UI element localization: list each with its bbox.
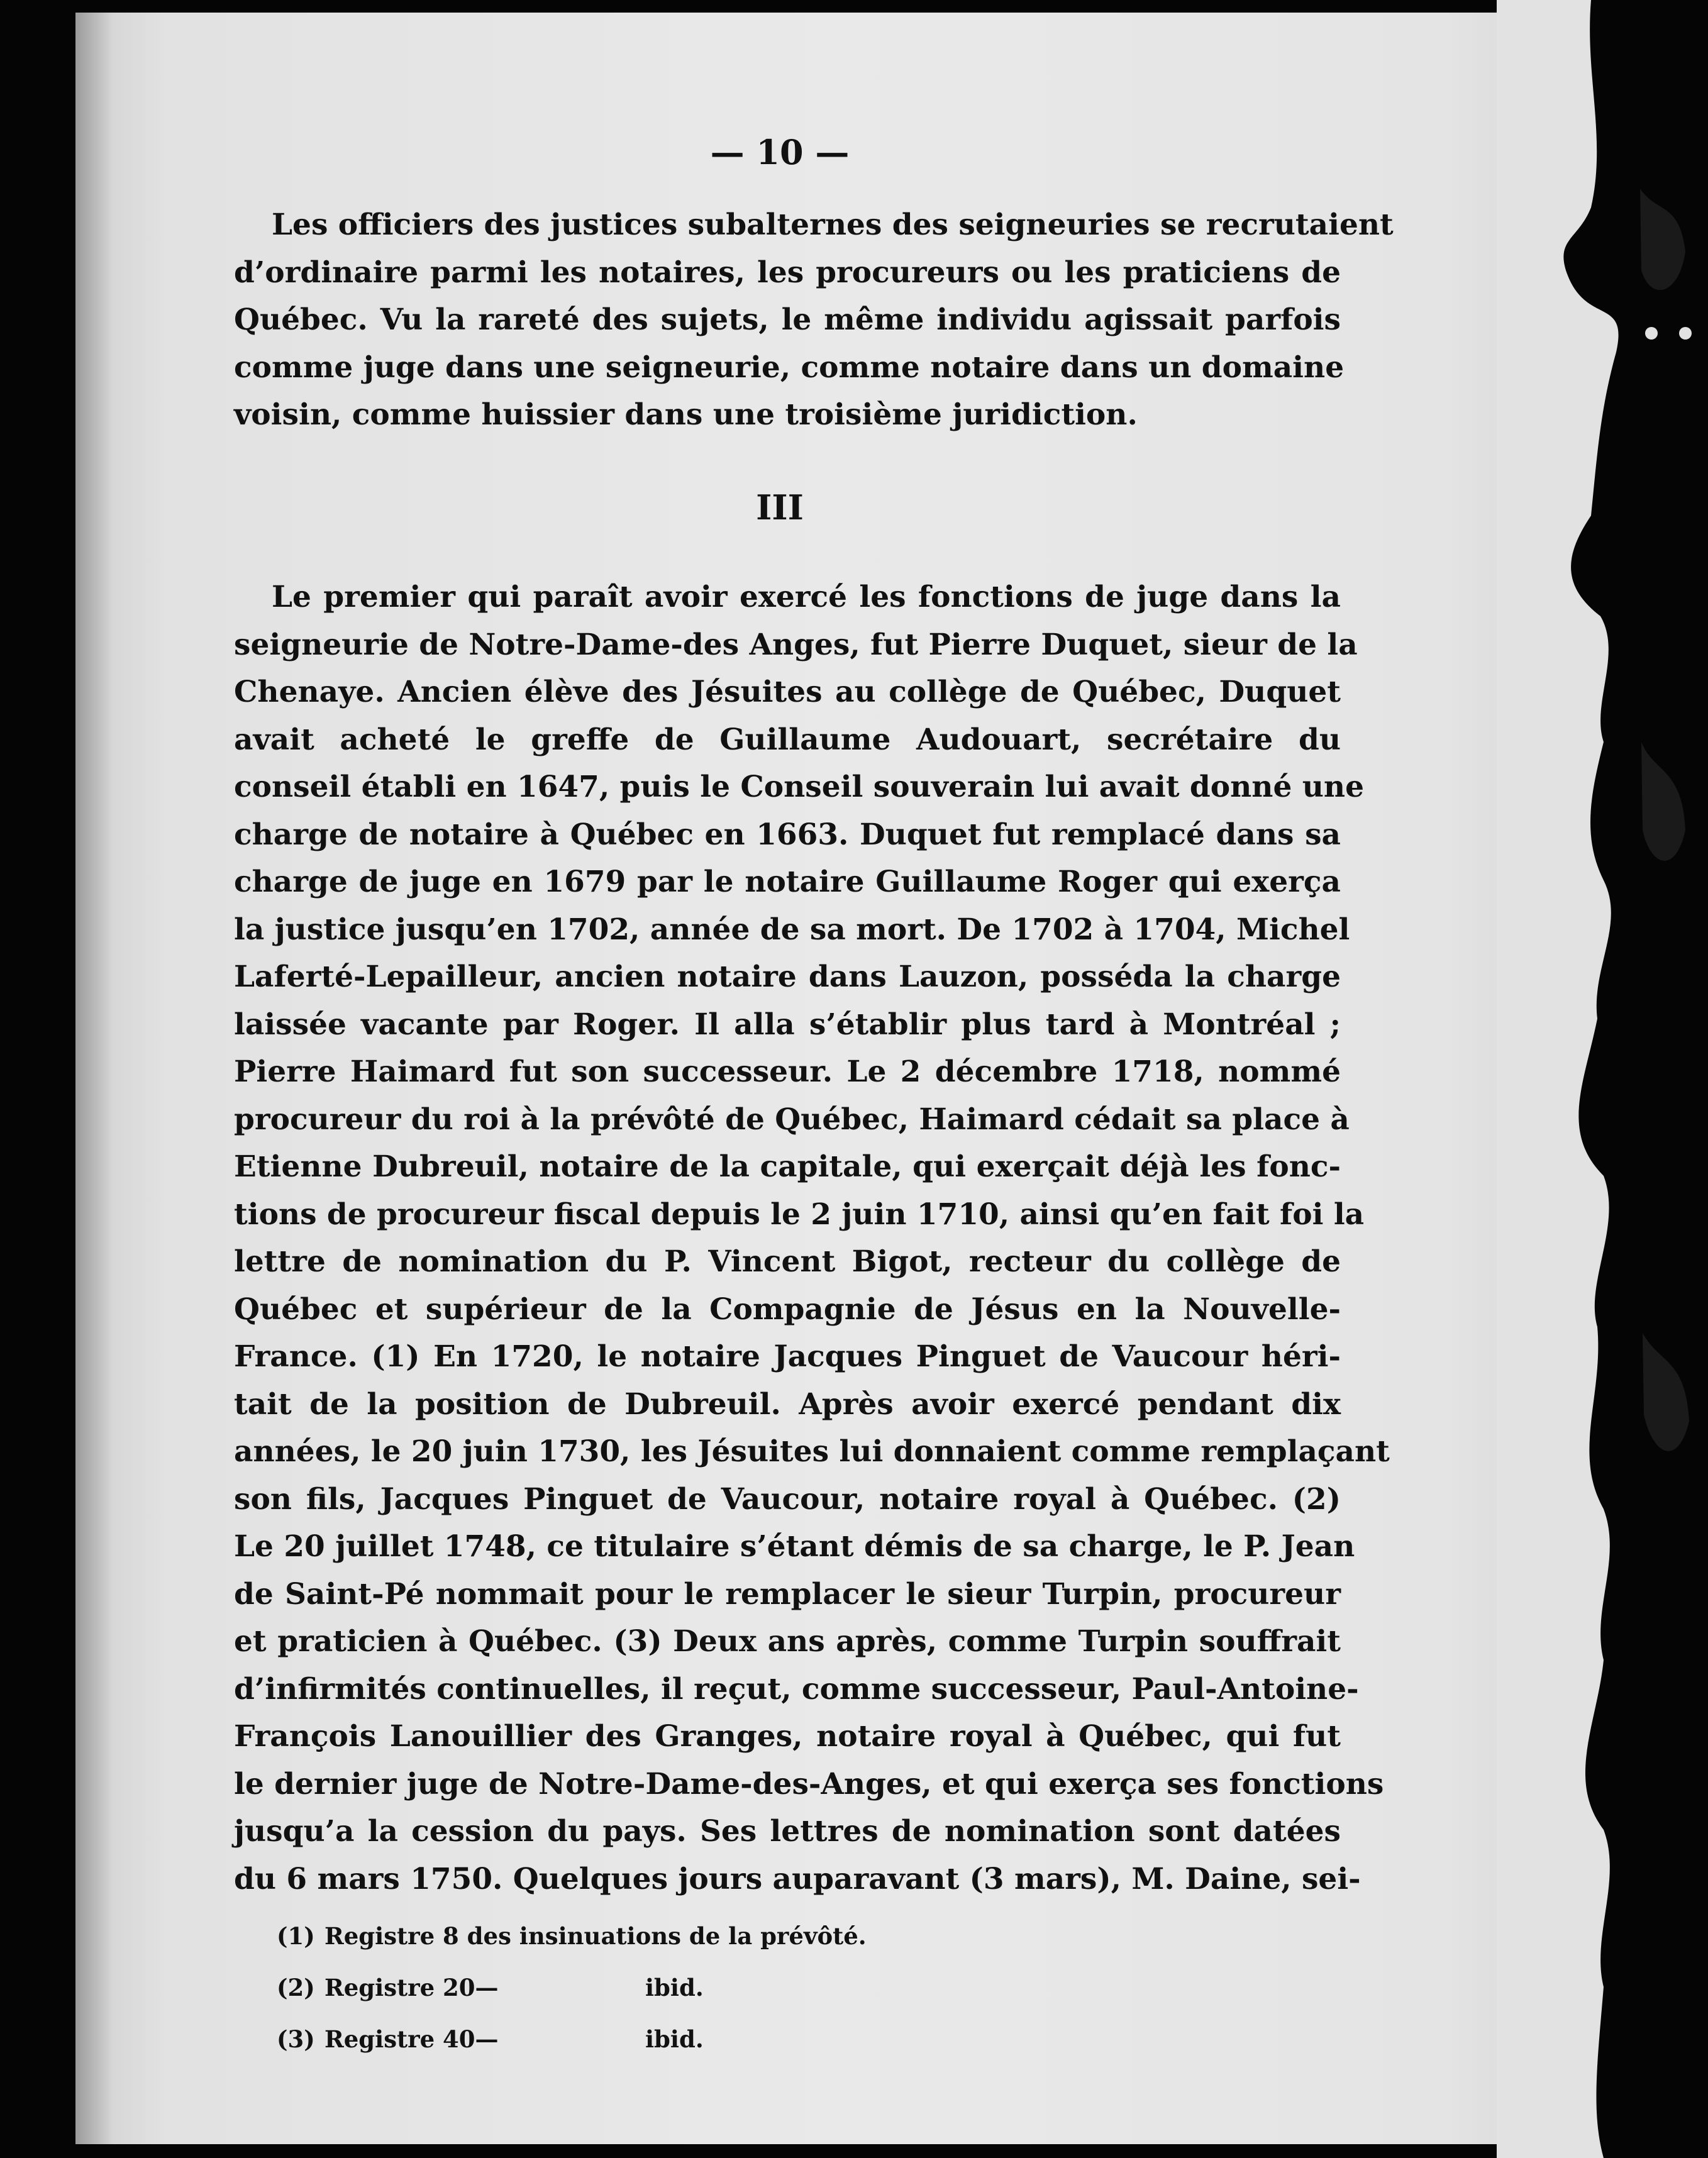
text-line: d’ordinaire parmi les notaires, les procureurs ou les praticiens de (234, 255, 1341, 290)
text-line: comme juge dans une seigneurie, comme notaire dans un domaine (234, 350, 1345, 385)
text-line: Pierre Haimard fut son successeur. Le 2 décembre 1718, nommé (234, 1054, 1341, 1089)
footnote-text: Registre 20— (324, 1974, 499, 2001)
text-line: tait de la position de Dubreuil. Après avoir exercé pendant dix (234, 1386, 1341, 1422)
footnote (277, 1910, 867, 1962)
text-line: François Lanouillier des Granges, notaire royal à Québec, qui fut (234, 1719, 1341, 1754)
text-line: laissée vacante par Roger. Il alla s’établir plus tard à Montréal ; (234, 1007, 1341, 1042)
footnote-mark: (1) (277, 1922, 315, 1950)
text-line: de Saint-Pé nommait pour le remplacer le sieur Turpin, procureur (234, 1576, 1341, 1612)
text-line: charge de notaire à Québec en 1663. Duquet fut remplacé dans sa (234, 817, 1341, 852)
text-line: années, le 20 juin 1730, les Jésuites lui donnaient comme remplaçant (234, 1434, 1390, 1469)
text-line: Québec et supérieur de la Compagnie de Jésus en la Nouvelle- (234, 1292, 1341, 1327)
text-line: Le 20 juillet 1748, ce titulaire s’étant démis de sa charge, le P. Jean (234, 1529, 1355, 1564)
text-line: la justice jusqu’en 1702, année de sa mort. De 1702 à 1704, Michel (234, 912, 1350, 947)
text-line: et praticien à Québec. (3) Deux ans après, comme Turpin souffrait (234, 1624, 1341, 1659)
page-number: — 10 — (710, 132, 850, 172)
footnote-text: Registre 40— (324, 2025, 499, 2053)
text-line: tions de procureur fiscal depuis le 2 juin 1710, ainsi qu’en fait foi la (234, 1197, 1365, 1232)
text-line: charge de juge en 1679 par le notaire Guillaume Roger qui exerça (234, 865, 1341, 899)
text-line: conseil établi en 1647, puis le Conseil souverain lui avait donné une (234, 770, 1364, 804)
text-line: Etienne Dubreuil, notaire de la capitale, qui exerçait déjà les fonc- (234, 1149, 1341, 1184)
footnote-ibid: ibid. (645, 1974, 704, 2001)
text-line: lettre de nomination du P. Vincent Bigot, recteur du collège de (234, 1244, 1341, 1279)
text-line: avait acheté le greffe de Guillaume Audouart, secrétaire du (234, 722, 1341, 757)
text-line: jusqu’a la cession du pays. Ses lettres de nomination sont datées (234, 1814, 1341, 1849)
paragraph-1 (234, 201, 1394, 439)
text-line: France. (1) En 1720, le notaire Jacques Pinguet de Vaucour héri- (234, 1339, 1341, 1374)
footnote-ibid: ibid. (645, 2025, 704, 2053)
text-line: procureur du roi à la prévôté de Québec, Haimard cédait sa place à (234, 1102, 1350, 1137)
text-line: Laferté-Lepailleur, ancien notaire dans Lauzon, posséda la charge (234, 960, 1341, 994)
text-line: Le premier qui paraît avoir exercé les fonctions de juge dans la (272, 580, 1341, 614)
footnote (277, 1962, 867, 2013)
footnote-mark: (2) (277, 1974, 315, 2001)
footnotes (277, 1910, 867, 2065)
paragraph-2 (234, 573, 1390, 1903)
footnote-mark: (3) (277, 2025, 315, 2053)
text-line: Québec. Vu la rareté des sujets, le même individu agissait parfois (234, 302, 1341, 337)
section-heading: III (756, 487, 804, 528)
text-line: Chenaye. Ancien élève des Jésuites au collège de Québec, Duquet (234, 675, 1341, 709)
text-line: voisin, comme huissier dans une troisième juridiction. (234, 397, 1138, 432)
torn-binding-edge (1497, 0, 1708, 2158)
text-line: son fils, Jacques Pinguet de Vaucour, notaire royal à Québec. (2) (234, 1481, 1341, 1517)
text-line: du 6 mars 1750. Quelques jours auparavant (3 mars), M. Daine, sei- (234, 1861, 1361, 1896)
footnote-text: Registre 8 des insinuations de la prévôté. (324, 1922, 867, 1950)
footnote (277, 2013, 867, 2065)
text-line: seigneurie de Notre-Dame-des Anges, fut Pierre Duquet, sieur de la (234, 627, 1358, 662)
text-line: d’infirmités continuelles, il reçut, comme successeur, Paul-Antoine- (234, 1671, 1359, 1707)
text-line: le dernier juge de Notre-Dame-des-Anges, et qui exerça ses fonctions (234, 1766, 1384, 1801)
text-line: Les officiers des justices subalternes des seigneuries se recrutaient (272, 208, 1394, 242)
